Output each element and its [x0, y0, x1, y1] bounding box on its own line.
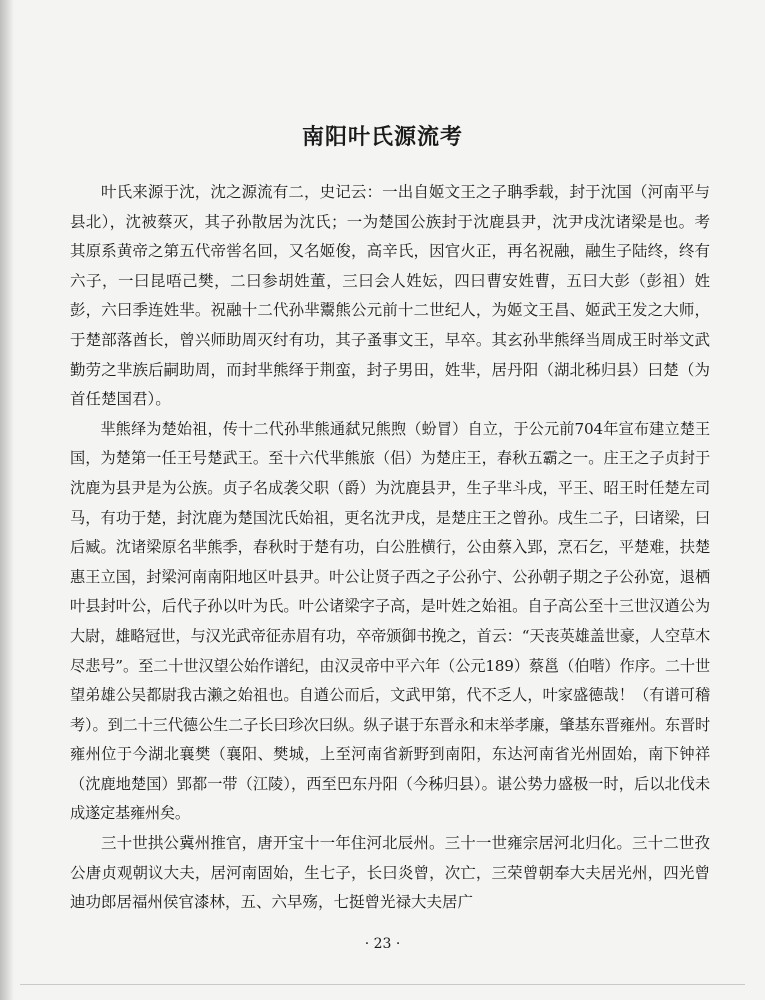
scan-footer-line — [20, 984, 745, 985]
page-number: · 23 · — [364, 936, 401, 952]
paragraph-2: 芈熊绎为楚始祖，传十二代孙芈熊通弑兄熊煦（蚡冒）自立，于公元前704年宣布建立楚王国，为楚第一任王号楚武王。至十六代芈熊旅（侣）为楚庄王，春秋五霸之一。庄王之子贞封于沈鹿为县尹是为公族。贞子名成袭父职（爵）为沈鹿县尹，生子芈斗戌，平王、昭王时任楚左司马，有功于楚，封沈鹿为楚国沈氏始祖，更名沈尹戌，是楚庄王之曾孙。戌生二子，曰诸梁，曰后臧。沈诸梁原名芈熊季，春秋时于楚有功，白公胜横行，公由蔡入郢，烹石乞，平楚难，扶楚惠王立国，封梁河南南阳地区叶县尹。叶公让贤子西之子公孙宁、公孙朝子期之子公孙宽，退栖叶县封叶公，后代子孙以叶为氏。叶公诸梁字子高，是叶姓之始祖。自子高公至十三世汉遒公为大尉，雄略冠世，与汉光武帝征赤眉有功，卒帝颁御书挽之，首云：“天丧英雄盖世豪，人空草木尽悲号”。至二十世汉望公始作谱纪，由汉灵帝中平六年（公元189）蔡邕（伯喈）作序。二十世望弟雄公吴都尉我古濑之始祖也。自遒公而后，文武甲第，代不乏人，叶家盛德哉！（有谱可稽考）。到二十三代德公生二子长曰珍次曰纵。纵子谌于东晋永和末举孝廉，肇基东晋雍州。东晋时雍州位于今湖北襄樊（襄阳、樊城，上至河南省新野到南阳，东达河南省光州固始，南下钟祥（沈鹿地楚国）郢都一带（江陵），西至巴东丹阳（今秭归县）。谌公势力盛极一时，后以北伐未成遂定基雍州矣。 — [70, 419, 710, 823]
page-title: 南阳叶氏源流考 — [301, 125, 463, 150]
paragraph-3: 三十世拱公冀州推官，唐开宝十一年住河北辰州。三十一世雍宗居河北归化。三十二世孜公唐贞观朝议大夫，居河南固始，生七子，长曰炎曾，次亡，三荣曾朝奉大夫居光州，四光曾迪功郎居福州侯官漆林，五、六早殇，七挺曾光禄大夫居广 — [70, 834, 710, 912]
body-text — [70, 178, 710, 918]
paragraph-1: 叶氏来源于沈，沈之源流有二，史记云：一出自姬文王之子聃季载，封于沈国（河南平与县北），沈被蔡灭，其子孙散居为沈氏；一为楚国公族封于沈鹿县尹，沈尹戌沈诸梁是也。考其原系黄帝之第五代帝喾名回，又名姬俊，高辛氏，因官火正，再名祝融，融生子陆终，终有六子，一曰昆唔己樊，二曰参胡姓董，三曰会人姓妘，四曰曹安姓曹，五曰大彭（彭祖）姓彭，六曰季连姓芈。祝融十二代孙芈鬻熊公元前十二世纪人，为姬文王昌、姬武王发之大师，于楚部落酋长，曾兴师助周灭纣有功，其子蚤事文王，早卒。其玄孙芈熊绎当周成王时举文武勤劳之芈族后嗣助周，而封芈熊绎于荆蛮，封子男田，姓芈，居丹阳（湖北秭归县）曰楚（为首任楚国君）。 — [70, 183, 710, 409]
